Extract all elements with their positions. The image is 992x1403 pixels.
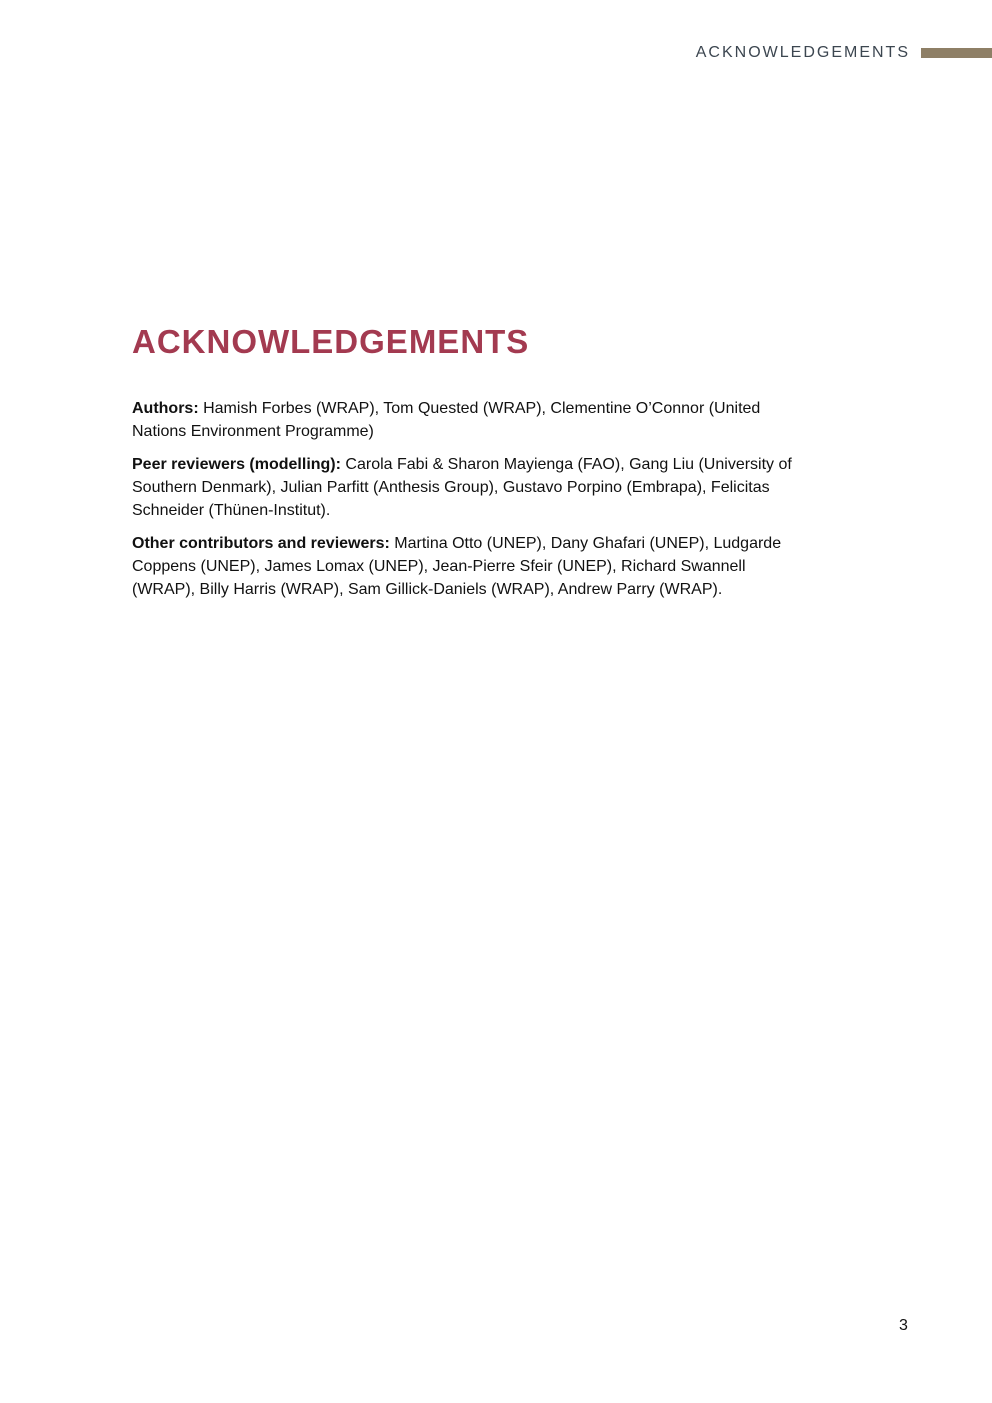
authors-paragraph — [132, 397, 792, 443]
authors-text: Hamish Forbes (WRAP), Tom Quested (WRAP), Clementine O’Connor (United Nations Environment Programme) — [132, 400, 761, 440]
authors-label: Authors: — [132, 400, 199, 417]
other-contributors-label: Other contributors and reviewers: — [132, 535, 390, 552]
page-title: ACKNOWLEDGEMENTS — [132, 323, 530, 360]
peer-reviewers-paragraph — [132, 453, 792, 522]
peer-reviewers-text: Carola Fabi & Sharon Mayienga (FAO), Gang Liu (University of Southern Denmark), Julian Parfitt (Anthesis Group), Gustavo Porpino (Embrapa), Felicitas Schneider (Thünen-Institut). — [132, 456, 792, 519]
acknowledgements-body — [132, 397, 792, 611]
running-header-label: ACKNOWLEDGEMENTS — [695, 44, 910, 61]
running-header — [696, 44, 992, 62]
other-contributors-paragraph — [132, 532, 792, 601]
page-number: 3 — [899, 1317, 908, 1334]
other-contributors-text: Martina Otto (UNEP), Dany Ghafari (UNEP), Ludgarde Coppens (UNEP), James Lomax (UNEP), Jean-Pierre Sfeir (UNEP), Richard Swannell (WRAP), Billy Harris (WRAP), Sam Gillick-Daniels (WRAP), Andrew Parry (WRAP). — [132, 535, 782, 598]
peer-reviewers-label: Peer reviewers (modelling): — [132, 456, 341, 473]
running-header-accent-bar — [921, 48, 992, 58]
